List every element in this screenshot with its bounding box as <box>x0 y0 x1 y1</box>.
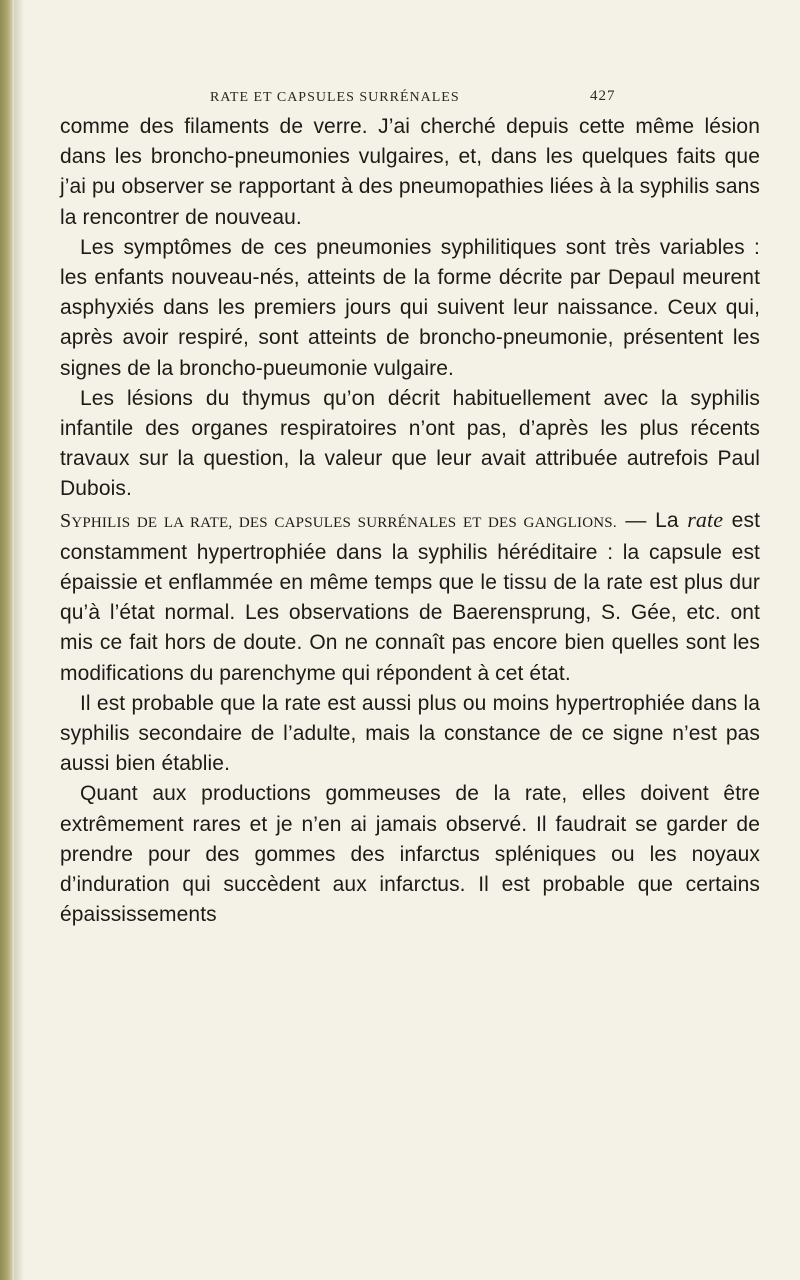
section-rate-intro <box>60 505 760 689</box>
section-heading: YPHILIS DE LA RATE, DES CAPSULES SURRÉNALES ET DES GANGLIONS. <box>71 514 617 531</box>
body-text <box>60 112 760 930</box>
paragraph-rate-adulte: Il est probable que la rate est aussi plus ou moins hypertrophiée dans la syphilis secondaire de l’adulte, mais la constance de ce signe n’est pas aussi bien établie. <box>60 691 760 776</box>
section-intro-text: est constamment hypertrophiée dans la syphilis héréditaire : la capsule est épaissie et enflammée en même temps que le tissu de la rate est plus dur qu’à l’état normal. Les observations de Baerensprung, S. Gée, etc. ont mis ce fait hors de doute. On ne connaît pas encore bien quelles sont les modifications du parenchyme qui répondent à cet état. <box>60 508 761 685</box>
paragraph-thymus: Les lésions du thymus qu’on décrit habituellement avec la syphilis infantile des organes respiratoires n’ont pas, d’après les plus récents travaux sur la question, la valeur que leur avait attribuée autrefois Paul Dubois. <box>60 386 760 501</box>
paragraph-gommes: Quant aux productions gommeuses de la rate, elles doivent être extrêmement rares et je n’en ai jamais observé. Il faudrait se garder de prendre pour des gommes des infarctus spléniques ou les noyaux d’induration qui succèdent aux infarctus. Il est probable que certains épaississements <box>60 782 760 927</box>
section-intro-italic-rate: rate <box>687 506 724 532</box>
paragraph-continuation: comme des filaments de verre. J’ai cherché depuis cette même lésion dans les broncho-pneumonies vulgaires, et, dans les quelques faits que j’ai pu observer se rapportant à des pneumopathies liées à la syphilis sans la rencontrer de nouveau. <box>60 115 760 229</box>
book-binding-edge <box>0 0 14 1280</box>
paragraph-symptomes: Les symptômes de ces pneumonies syphilitiques sont très variables : les enfants nouveau-nés, atteints de la forme décrite par Depaul meurent asphyxiés dans les premiers jours qui suivent leur naissance. Ceux qui, après avoir respiré, sont atteints de broncho-pneumonie, présentent les signes de la broncho-pueumonie vulgaire. <box>60 235 760 380</box>
section-intro-lead: — La <box>616 508 688 532</box>
running-header <box>60 88 760 112</box>
running-title: RATE ET CAPSULES SURRÉNALES <box>210 90 460 105</box>
section-heading-initial: S <box>60 509 72 532</box>
gutter-shadow <box>14 0 24 1280</box>
book-page <box>60 88 760 930</box>
page-number: 427 <box>590 88 616 104</box>
